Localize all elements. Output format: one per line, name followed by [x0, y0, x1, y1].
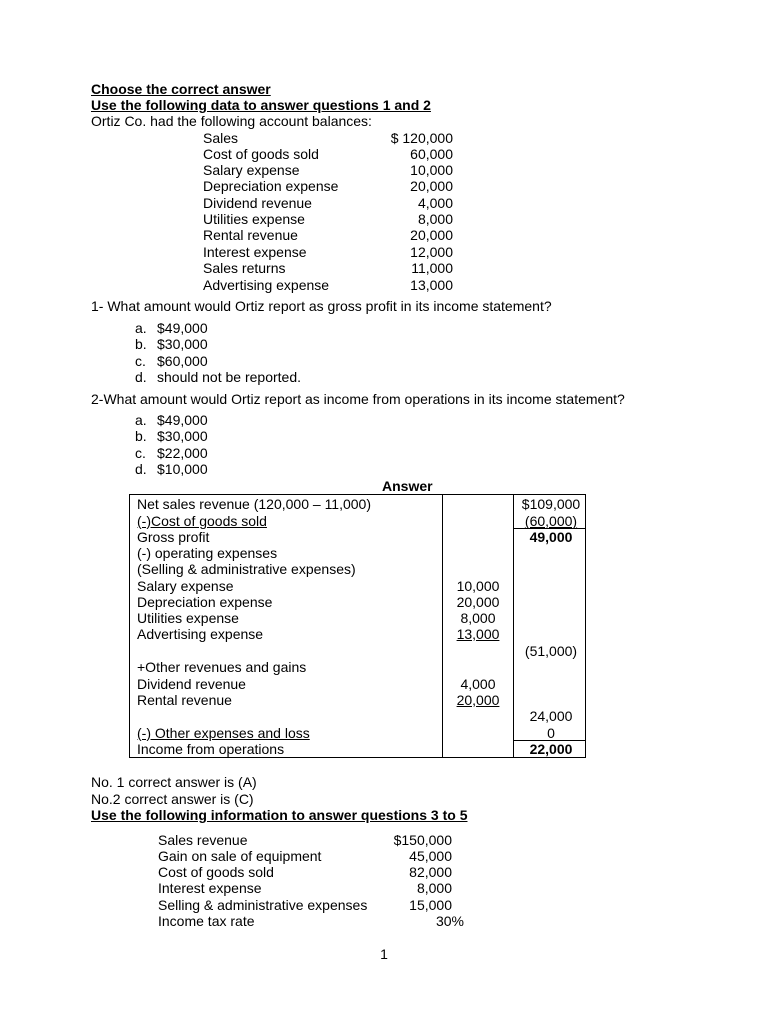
info-amount: 82,000	[409, 864, 452, 880]
answer-right-value: 22,000	[529, 741, 573, 757]
option-letter: c.	[135, 353, 146, 369]
answer-mid-value: 20,000	[456, 594, 500, 610]
account-amount: 11,000	[411, 260, 453, 276]
answer-row-label: Rental revenue	[137, 692, 232, 708]
result-1: No. 1 correct answer is (A)	[91, 774, 257, 790]
answer-right-value: $109,000	[521, 496, 581, 512]
info-amount: 30%	[435, 913, 464, 929]
account-name: Utilities expense	[203, 211, 305, 227]
option-text: $22,000	[157, 445, 208, 461]
info-name: Sales revenue	[158, 832, 248, 848]
info-name: Selling & administrative expenses	[158, 897, 368, 913]
heading: Choose the correct answer	[91, 81, 271, 97]
answer-row-label: Salary expense	[137, 578, 234, 594]
option-letter: a.	[135, 320, 147, 336]
option-letter: d.	[135, 461, 147, 477]
answer-right-value: (60,000)	[524, 513, 578, 529]
answer-row-label: Depreciation expense	[137, 594, 273, 610]
info-name: Cost of goods sold	[158, 864, 274, 880]
account-name: Advertising expense	[203, 277, 330, 293]
option-text: $49,000	[157, 412, 208, 428]
q1-option-b	[135, 336, 208, 352]
answer-row-label: Dividend revenue	[137, 676, 246, 692]
answer-right-value: 24,000	[529, 708, 573, 724]
option-letter: b.	[135, 336, 147, 352]
result-2: No.2 correct answer is (C)	[91, 791, 254, 807]
account-name: Salary expense	[203, 162, 300, 178]
answer-mid-value: 10,000	[456, 578, 500, 594]
option-text: $30,000	[157, 428, 208, 444]
answer-row-label: (Selling & administrative expenses)	[137, 561, 356, 577]
account-name: Depreciation expense	[203, 178, 339, 194]
option-letter: a.	[135, 412, 147, 428]
answer-row-label: Advertising expense	[137, 626, 264, 642]
column-divider	[513, 495, 514, 757]
option-text: $49,000	[157, 320, 208, 336]
answer-title: Answer	[382, 478, 433, 494]
account-amount: 12,000	[410, 244, 453, 260]
info-amount: $150,000	[393, 832, 452, 848]
answer-row-label: (-)Cost of goods sold	[137, 513, 267, 529]
answer-mid-value: 8,000	[460, 610, 496, 626]
answer-right-value: (51,000)	[524, 643, 578, 659]
account-name: Cost of goods sold	[203, 146, 319, 162]
q1-option-a	[135, 320, 208, 336]
option-letter: b.	[135, 428, 147, 444]
account-name: Dividend revenue	[203, 195, 312, 211]
option-letter: c.	[135, 445, 146, 461]
q2-option-a	[135, 412, 208, 428]
answer-row-label: Utilities expense	[137, 610, 239, 626]
answer-row-label: Gross profit	[137, 529, 210, 545]
answer-mid-value: 13,000	[456, 626, 500, 642]
option-text: should not be reported.	[157, 369, 301, 385]
question-1-text: 1- What amount would Ortiz report as gross profit in its income statement?	[91, 298, 552, 314]
account-amount: 20,000	[410, 227, 453, 243]
option-text: $10,000	[157, 461, 208, 477]
answer-row-label: Net sales revenue (120,000 – 11,000)	[137, 496, 372, 512]
section1-heading: Use the following data to answer questions 1 and 2	[91, 97, 431, 113]
answer-row-label: +Other revenues and gains	[137, 659, 307, 675]
account-name: Interest expense	[203, 244, 307, 260]
info-amount: 15,000	[409, 897, 452, 913]
q2-option-d	[135, 461, 208, 477]
intro-text: Ortiz Co. had the following account balances:	[91, 113, 372, 129]
q1-option-d	[135, 369, 301, 385]
page-number: 1	[380, 946, 388, 962]
option-letter: d.	[135, 369, 147, 385]
answer-row-label: Income from operations	[137, 741, 285, 757]
answer-right-value: 0	[547, 725, 555, 741]
answer-table	[129, 494, 586, 758]
option-text: $30,000	[157, 336, 208, 352]
answer-row-label: (-) operating expenses	[137, 545, 278, 561]
answer-mid-value: 4,000	[460, 676, 496, 692]
account-amount: 8,000	[417, 211, 453, 227]
account-amount: 4,000	[417, 195, 453, 211]
section2-heading: Use the following information to answer questions 3 to 5	[91, 807, 468, 823]
info-amount: 8,000	[416, 880, 452, 896]
column-divider	[442, 495, 443, 757]
q1-option-c	[135, 353, 208, 369]
answer-mid-value: 20,000	[456, 692, 500, 708]
account-amount: 60,000	[410, 146, 453, 162]
info-amount: 45,000	[409, 848, 452, 864]
answer-row-label: (-) Other expenses and loss	[137, 725, 310, 741]
account-amount: 10,000	[410, 162, 453, 178]
info-name: Interest expense	[158, 880, 262, 896]
question-2-text: 2-What amount would Ortiz report as income from operations in its income statement?	[91, 391, 625, 407]
account-name: Sales	[203, 130, 239, 146]
info-name: Income tax rate	[158, 913, 255, 929]
account-amount: $ 120,000	[390, 130, 453, 146]
q2-option-b	[135, 428, 208, 444]
account-name: Rental revenue	[203, 227, 298, 243]
account-amount: 20,000	[410, 178, 453, 194]
option-text: $60,000	[157, 353, 208, 369]
account-name: Sales returns	[203, 260, 286, 276]
account-amount: 13,000	[410, 277, 453, 293]
q2-option-c	[135, 445, 208, 461]
info-name: Gain on sale of equipment	[158, 848, 322, 864]
answer-right-value: 49,000	[529, 529, 573, 545]
